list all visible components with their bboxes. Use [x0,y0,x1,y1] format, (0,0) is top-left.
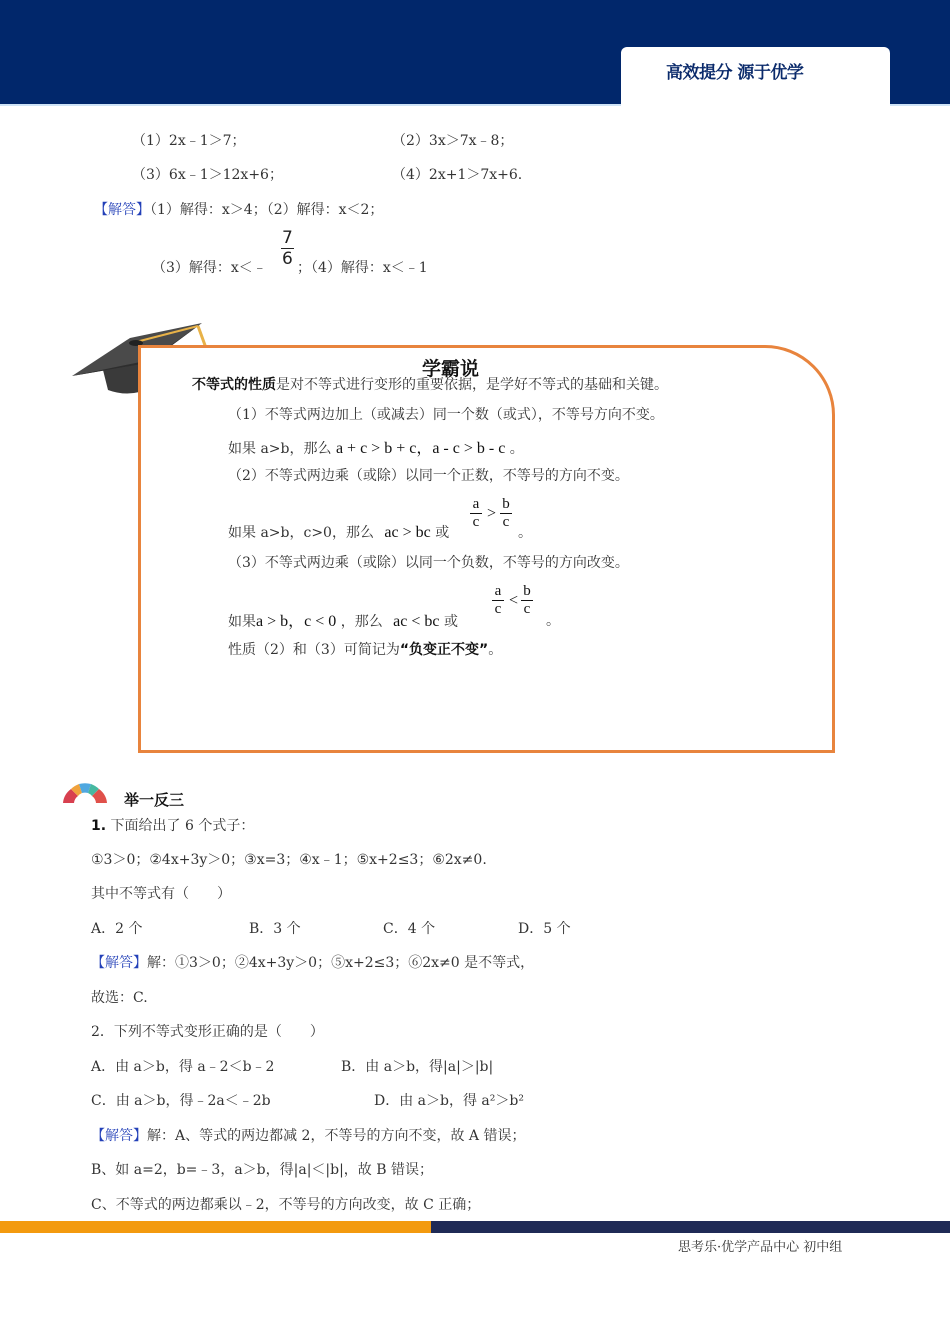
q1-question: 其中不等式有（ ） [91,886,231,902]
answer-tag: 【解答】 [91,955,147,971]
tip-prop3-example-prefix: 如果 [228,614,256,630]
q1-stem [91,815,254,835]
q1-option-d: D．5 个 [518,921,571,937]
tip-prop1-example [228,435,524,458]
answer-tag: 【解答】 [91,1128,147,1144]
footer-navy-bar [431,1221,950,1233]
header-slogan: 高效提分 源于优学 [666,63,804,83]
q1-option-c: C．4 个 [383,921,436,937]
numerator: a [492,583,504,601]
tip-prop3-example-math: ac < bc [393,613,440,630]
tip-summary-bold: “负变正不变” [399,642,489,658]
fraction-op-gt: > [487,505,497,522]
tip-prop2-example-prefix: 如果 a>b，c>0，那么 [228,525,374,541]
q2-option-d: D．由 a＞b，得 a²＞b² [374,1093,524,1109]
q1-expressions: ①3＞0；②4x+3y＞0；③x=3；④x﹣1；⑤x+2≤3；⑥2x≠0. [91,852,487,868]
tip-prop3-example-cond: a > b，c < 0 [256,613,337,630]
answer-text: （1）解得：x＞4；（2）解得：x＜2； [150,202,384,218]
q1-option-b: B．3 个 [249,921,301,937]
footer-orange-bar [0,1221,431,1233]
tip-summary [228,639,502,659]
tip-prop3-or: 或 [443,614,458,630]
tip-box-title: 学霸说 [422,358,480,380]
q2-answer-line1 [91,1125,525,1145]
q2-answer-line3: C、不等式的两边都乘以﹣2，不等号的方向改变，故 C 正确； [91,1197,481,1213]
fraction-b-over-c-neg [521,583,533,618]
tip-prop2: （2）不等式两边乘（或除）以同一个正数，不等号的方向不变。 [228,468,629,484]
tip-prop2-example-math: ac > bc [384,524,431,541]
practice-section-title: 举一反三 [124,791,185,809]
exercise-item-3: （3）6x﹣1＞12x+6； [132,167,283,183]
q2-stem: 2．下列不等式变形正确的是（ ） [91,1024,324,1040]
exercise-answer-line2-prefix: （3）解得：x＜﹣ [152,260,267,276]
tip-intro-rest: 是对不等式进行变形的重要依据，是学好不等式的基础和关键。 [276,377,668,393]
fraction-b-over-c [500,496,512,531]
fraction-seven-sixths [281,228,294,269]
tip-prop2-suffix: 。 [518,525,532,541]
tip-intro [192,374,668,394]
q2-option-b: B．由 a＞b，得|a|＞|b| [341,1059,494,1075]
exercise-answer-line2-suffix: ；（4）解得：x＜﹣1 [297,260,428,276]
tip-prop1-example-suffix: 。 [509,441,524,457]
q2-option-a: A．由 a＞b，得 a﹣2＜b﹣2 [91,1059,275,1075]
tip-prop2-or: 或 [435,525,450,541]
fraction-a-over-c [470,496,482,531]
rainbow-arc-icon [61,781,109,805]
exercise-answer-line1 [94,199,383,219]
fraction-op-lt: < [509,592,519,609]
denominator: c [523,601,531,617]
denominator: c [494,601,502,617]
q2-answer-text: 解：A、等式的两边都减 2，不等号的方向不变，故 A 错误； [147,1128,526,1144]
q2-answer-line2: B、如 a=2，b=﹣3，a＞b，得|a|＜|b|，故 B 错误； [91,1162,433,1178]
numerator: b [521,583,533,601]
exercise-item-1: （1）2x﹣1＞7； [132,133,246,149]
q1-conclusion: 故选：C. [91,990,148,1006]
tip-prop1-example-math: a + c > b + c，a - c > b - c [335,440,506,457]
q1-stem-text: 下面给出了 6 个式子： [110,818,255,834]
denominator: c [472,514,480,530]
tip-prop3-suffix: 。 [546,613,560,629]
tip-intro-bold: 不等式的性质 [192,377,276,393]
q1-number: 1. [91,818,107,834]
denominator: c [502,514,510,530]
q1-option-a: A．2 个 [91,921,143,937]
numerator: a [470,496,482,514]
exercise-item-4: （4）2x+1＞7x+6. [392,167,523,183]
footer-text: 思考乐·优学产品中心 初中组 [678,1240,843,1255]
answer-tag: 【解答】 [94,202,150,218]
q1-answer [91,952,534,972]
tip-summary-prefix: 性质（2）和（3）可简记为 [228,642,400,658]
tip-summary-suffix: 。 [488,642,503,658]
fraction-numerator: 7 [282,228,293,248]
tip-prop1: （1）不等式两边加上（或减去）同一个数（或式），不等号方向不变。 [228,407,664,423]
exercise-item-2: （2）3x＞7x﹣8； [392,133,514,149]
tip-prop3: （3）不等式两边乘（或除）以同一个负数，不等号的方向改变。 [228,555,629,571]
tip-prop2-example [228,522,449,542]
numerator: b [500,496,512,514]
tip-prop3-example [228,608,458,631]
tip-prop3-example-mid: ，那么 [340,614,383,630]
fraction-a-over-c-neg [492,583,504,618]
q2-option-c: C．由 a＞b，得﹣2a＜﹣2b [91,1093,271,1109]
fraction-denominator: 6 [282,249,293,269]
q1-answer-text: 解：①3＞0；②4x+3y＞0；⑤x+2≤3；⑥2x≠0 是不等式， [147,955,535,971]
tip-prop1-example-prefix: 如果 a>b，那么 [228,441,332,457]
